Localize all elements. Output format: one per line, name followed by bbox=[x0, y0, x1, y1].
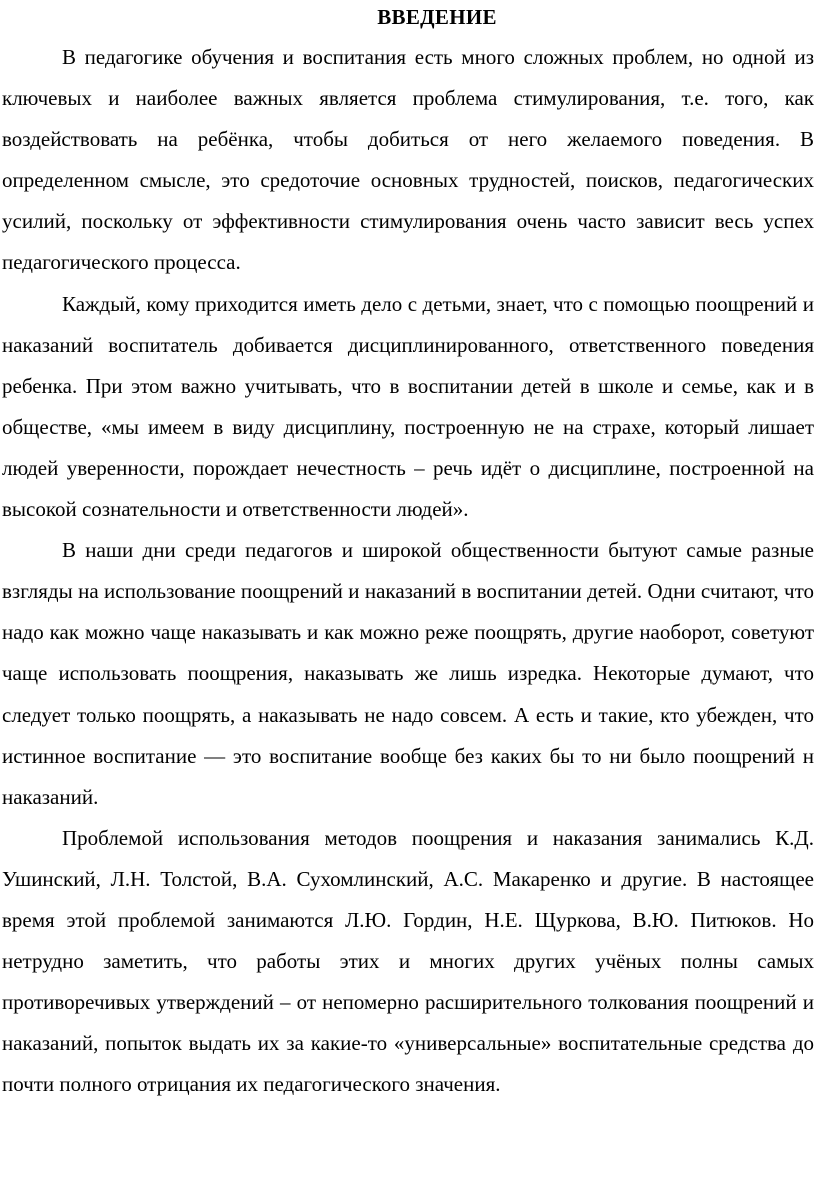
paragraph-3: В наши дни среди педагогов и широкой общественности бытуют самые разные взгляды на использование поощрений и наказаний в воспитании детей. Одни считают, что надо как можно чаще наказывать и как можно реже поощрять, другие наоборот, советуют чаще использовать поощрения, наказывать же лишь изредка. Некоторые думают, что следует только поощрять, а наказывать не надо совсем. А есть и такие, кто убежден, что истинное воспитание — это воспитание вообще без каких бы то ни было поощрений н наказаний. bbox=[2, 538, 814, 809]
page-title: ВВЕДЕНИЕ bbox=[377, 5, 497, 29]
document-page bbox=[2, 0, 814, 1105]
paragraph-4: Проблемой использования методов поощрения и наказания занимались К.Д. Ушинский, Л.Н. Толстой, В.А. Сухомлинский, А.С. Макаренко и другие. В настоящее время этой проблемой занимаются Л.Ю. Гордин, Н.Е. Щуркова, В.Ю. Питюков. Но нетрудно заметить, что работы этих и многих других учёных полны самых противоречивых утверждений – от непомерно расширительного толкования поощрений и наказаний, попыток выдать их за какие-то «универсальные» воспитательные средства до почти полного отрицания их педагогического значения. bbox=[2, 825, 814, 1097]
paragraph-2: Каждый, кому приходится иметь дело с детьми, знает, что с помощью поощрений и наказаний воспитатель добивается дисциплинированного, ответственного поведения ребенка. При этом важно учитывать, что в воспитании детей в школе и семье, как и в обществе, «мы имеем в виду дисциплину, построенную не на страхе, который лишает людей уверенности, порождает нечестность – речь идёт о дисциплине, построенной на высокой сознательности и ответственности людей». bbox=[2, 291, 814, 522]
paragraph-1: В педагогике обучения и воспитания есть много сложных проблем, но одной из ключевых и наиболее важных является проблема стимулирования, т.е. того, как воздействовать на ребёнка, чтобы добиться от него желаемого поведения. В определенном смысле, это средоточие основных трудностей, поисков, педагогических усилий, поскольку от эффективности стимулирования очень часто зависит весь успех педагогического процесса. bbox=[2, 45, 814, 275]
